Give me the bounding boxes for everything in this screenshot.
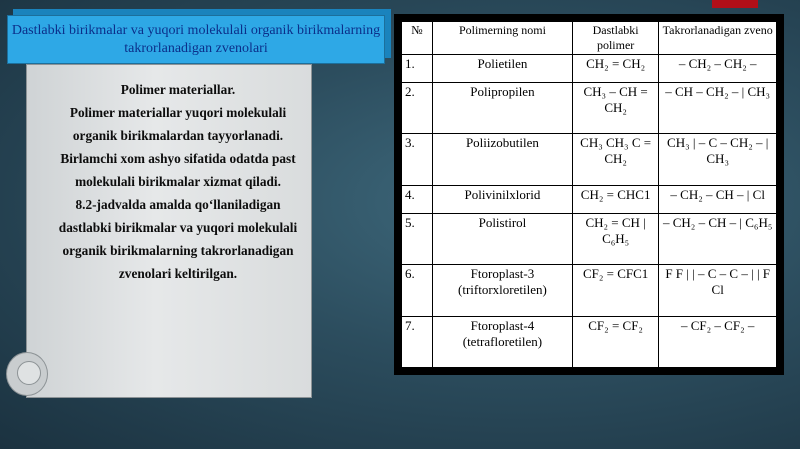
row-number: 1. <box>402 55 433 83</box>
table-row <box>402 185 777 213</box>
row-number: 2. <box>402 82 433 133</box>
scroll-line: molekulali birikmalar xizmat qiladi. <box>75 174 281 189</box>
scroll-line: dastlabki birikmalar va yuqori molekulali <box>58 220 298 235</box>
row-repeating-unit: F F | | – C – C – | | F Cl <box>659 265 777 316</box>
polymer-table-frame <box>394 14 784 375</box>
table-row <box>402 134 777 185</box>
row-monomer: CH₃ CH₃ C = CH₂ <box>572 134 659 185</box>
table-row <box>402 265 777 316</box>
row-polymer-name: Ftoroplast-3 (triftorxloretilen) <box>433 265 573 316</box>
row-number: 6. <box>402 265 433 316</box>
row-polymer-name: Ftoroplast-4 (tetrafloretilen) <box>433 316 573 368</box>
row-polymer-name: Polistirol <box>433 213 573 264</box>
slide-title: Dastlabki birikmalar va yuqori molekulali organik birikmalarning takrorlanadigan zvenolari <box>11 22 381 56</box>
scroll-line: organik birikmalardan tayyorlanadi. <box>72 128 284 143</box>
row-repeating-unit: – CH₂ – CH₂ – <box>659 55 777 83</box>
scroll-line: organik birikmalarning takrorlanadigan <box>62 243 294 258</box>
row-monomer: CH₂ = CHC1 <box>572 185 659 213</box>
top-accent-bar <box>712 0 758 8</box>
table-row <box>402 82 777 133</box>
row-repeating-unit: – CH₂ – CH – | C₆H₅ <box>659 213 777 264</box>
polymer-table <box>401 21 777 368</box>
scroll-curl-decoration <box>6 352 48 396</box>
scroll-line: Polimer materiallar. <box>120 82 236 97</box>
header-polymer-name: Polimerning nomi <box>433 22 573 55</box>
row-repeating-unit: – CF₂ – CF₂ – <box>659 316 777 368</box>
row-repeating-unit: – CH₂ – CH – | Cl <box>659 185 777 213</box>
row-monomer: CF₂ = CF₂ <box>572 316 659 368</box>
scroll-text-block <box>40 81 316 288</box>
table-header-row <box>402 22 777 55</box>
header-number: № <box>402 22 433 55</box>
row-polymer-name: Polipropilen <box>433 82 573 133</box>
scroll-line: zvenolari keltirilgan. <box>118 266 238 281</box>
table-row <box>402 213 777 264</box>
scroll-curl-inner <box>17 361 41 385</box>
header-repeating-unit: Takrorlanadigan zveno <box>659 22 777 55</box>
header-initial-polymer: Dastlabki polimer <box>572 22 659 55</box>
slide-title-banner <box>7 15 385 64</box>
row-repeating-unit: – CH – CH₂ – | CH₃ <box>659 82 777 133</box>
row-polymer-name: Polietilen <box>433 55 573 83</box>
row-monomer: CH₃ – CH = CH₂ <box>572 82 659 133</box>
row-polymer-name: Poliizobutilen <box>433 134 573 185</box>
table-row <box>402 316 777 368</box>
row-polymer-name: Polivinilxlorid <box>433 185 573 213</box>
row-repeating-unit: CH₃ | – C – CH₂ – | CH₃ <box>659 134 777 185</box>
row-monomer: CF₂ = CFC1 <box>572 265 659 316</box>
table-row <box>402 55 777 83</box>
row-number: 5. <box>402 213 433 264</box>
row-number: 3. <box>402 134 433 185</box>
scroll-line: Polimer materiallar yuqori molekulali <box>69 105 287 120</box>
scroll-line: 8.2-jadvalda amalda qo‘llaniladigan <box>75 197 281 212</box>
scroll-line: Birlamchi xom ashyo sifatida odatda past <box>60 151 296 166</box>
row-monomer: CH₂ = CH₂ <box>572 55 659 83</box>
row-monomer: CH₂ = CH | C₆H₅ <box>572 213 659 264</box>
row-number: 4. <box>402 185 433 213</box>
row-number: 7. <box>402 316 433 368</box>
